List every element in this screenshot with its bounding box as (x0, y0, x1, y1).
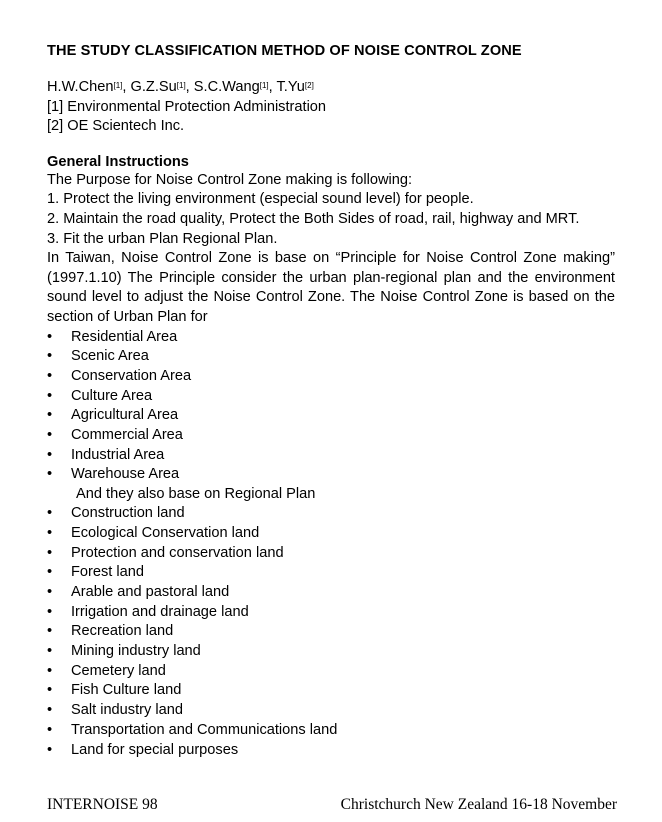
affiliation-2: [2] OE Scientech Inc. (47, 118, 185, 135)
list-item: • Warehouse Area (47, 465, 615, 485)
list-item: • Protection and conservation land (47, 544, 615, 564)
page-footer (47, 796, 617, 814)
author-line (47, 78, 615, 98)
list-item: • Culture Area (47, 387, 615, 407)
author-name: S.C.Wang (193, 79, 260, 95)
list-item: • Irrigation and drainage land (47, 603, 615, 623)
list-item: • Conservation Area (47, 367, 615, 387)
body-paragraph: In Taiwan, Noise Control Zone is base on “Principle for Noise Control Zone making” (1997.1.10) The Principle consider the urban plan-regional plan and the environment sound level to adjust the Noise Control Zone. The Noise Control Zone is based on the section of Urban Plan for (47, 250, 615, 325)
footer-location-date: Christchurch New Zealand 16-18 November (340, 796, 617, 813)
list-item: • Fish Culture land (47, 681, 615, 701)
list-item: • Construction land (47, 504, 615, 524)
list-item: • Arable and pastoral land (47, 583, 615, 603)
author-ref: [1] (259, 81, 269, 90)
list-item: • Salt industry land (47, 701, 615, 721)
author-ref: [1] (176, 81, 186, 90)
document-page (47, 43, 615, 760)
paper-title: THE STUDY CLASSIFICATION METHOD OF NOISE CONTROL ZONE (47, 43, 522, 59)
list-item: • Scenic Area (47, 347, 615, 367)
list-item: • Ecological Conservation land (47, 524, 615, 544)
regional-land-list (47, 504, 615, 760)
urban-area-list (47, 328, 615, 486)
footer-conference: INTERNOISE 98 (47, 796, 158, 813)
list-item: • Cemetery land (47, 662, 615, 682)
affiliation-1: [1] Environmental Protection Administration (47, 98, 327, 115)
author-separator: , (122, 79, 131, 95)
list-item: • Transportation and Communications land (47, 721, 615, 741)
list-item: • Land for special purposes (47, 741, 615, 761)
author-ref: [2] (304, 81, 314, 90)
author-name: G.Z.Su (130, 79, 177, 95)
intro-line: The Purpose for Noise Control Zone making is following: (47, 171, 413, 188)
list-item: • Agricultural Area (47, 406, 615, 426)
list-item: • Residential Area (47, 328, 615, 348)
list-item: • Mining industry land (47, 642, 615, 662)
regional-note: And they also base on Regional Plan (76, 486, 316, 503)
purpose-2: 2. Maintain the road quality, Protect the Both Sides of road, rail, highway and MRT. (47, 210, 580, 227)
list-item: • Recreation land (47, 622, 615, 642)
author-separator: , (185, 79, 194, 95)
author-ref: [1] (113, 81, 123, 90)
author-separator: , (268, 79, 277, 95)
list-item: • Industrial Area (47, 446, 615, 466)
purpose-3: 3. Fit the urban Plan Regional Plan. (47, 230, 278, 247)
author-name: H.W.Chen (47, 79, 114, 95)
purpose-1: 1. Protect the living environment (especial sound level) for people. (47, 191, 474, 208)
author-name: T.Yu (276, 79, 305, 95)
list-item: • Commercial Area (47, 426, 615, 446)
list-item: • Forest land (47, 563, 615, 583)
section-heading: General Instructions (47, 153, 189, 170)
